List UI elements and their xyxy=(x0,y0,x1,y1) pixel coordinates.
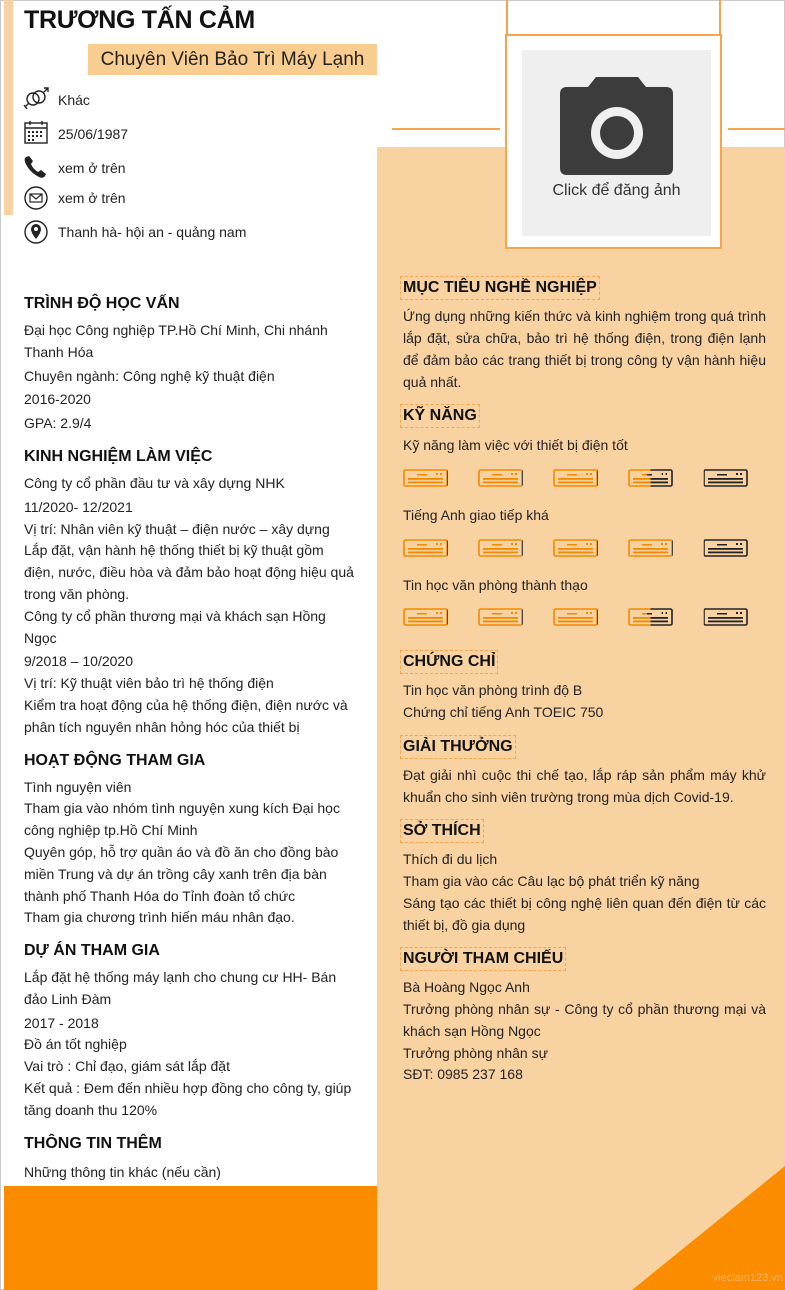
project-type[interactable]: Đồ án tốt nghiệp xyxy=(24,1036,127,1052)
extra-heading: THÔNG TIN THÊM xyxy=(24,1135,162,1152)
job-title[interactable]: Chuyên Viên Bảo Trì Máy Lạnh xyxy=(88,44,377,75)
certificate-item[interactable]: Chứng chỉ tiếng Anh TOEIC 750 xyxy=(403,704,604,720)
skill-label[interactable]: Tin học văn phòng thành thạo xyxy=(403,577,588,593)
activity-line[interactable]: Quyên góp, hỗ trợ quần áo và đồ ăn cho đồng bào miền Trung và dự án trồng cây xanh trên địa bàn thành phố Thanh Hóa do Tỉnh đoàn tổ chức xyxy=(24,844,339,904)
certificate-item[interactable]: Tin học văn phòng trình độ B xyxy=(403,682,583,698)
education-heading: TRÌNH ĐỘ HỌC VẤN xyxy=(24,295,180,312)
phone-icon xyxy=(22,154,50,180)
address-value: Thanh hà- hội an - quảng nam xyxy=(58,224,247,240)
candidate-name[interactable]: TRƯƠNG TẤN CẢM xyxy=(24,6,255,34)
air-conditioner-icon xyxy=(478,607,523,627)
skill-rating[interactable] xyxy=(403,468,773,490)
extra-text[interactable]: Những thông tin khác (nếu cần) xyxy=(24,1164,221,1180)
skills-heading: KỸ NĂNG xyxy=(400,404,480,428)
reference-org[interactable]: Trưởng phòng nhân sự - Công ty cổ phần thương mại và khách sạn Hồng Ngọc xyxy=(403,1001,766,1039)
project-name[interactable]: Lắp đặt hệ thống máy lạnh cho chung cư HH- Bán đảo Linh Đàm xyxy=(24,969,337,1007)
divider-line-right xyxy=(728,128,785,130)
phone-value: xem ở trên xyxy=(58,160,126,176)
watermark: vieclam123.vn xyxy=(712,1272,783,1284)
job-description[interactable]: Kiểm tra hoạt động của hệ thống điện, điện nước và phân tích nguyên nhân hỏng hóc của thiết bị xyxy=(24,697,348,735)
email-icon xyxy=(22,184,50,210)
education-major[interactable]: Chuyên ngành: Công nghệ kỹ thuật điện xyxy=(24,368,275,384)
air-conditioner-icon xyxy=(628,538,673,558)
job-description[interactable]: Lắp đặt, vận hành hệ thống thiết bị kỹ thuật gồm điện, nước, điều hòa và đảm bảo hoạt động hiệu quả trong văn phòng. xyxy=(24,542,354,602)
reference-title[interactable]: Trưởng phòng nhân sự xyxy=(403,1045,548,1061)
job-position[interactable]: Vị trí: Nhân viên kỹ thuật – điện nước – xây dựng xyxy=(24,521,330,537)
project-period[interactable]: 2017 - 2018 xyxy=(24,1015,99,1031)
camera-icon xyxy=(522,50,711,180)
job-company[interactable]: Công ty cổ phần đầu tư và xây dựng NHK xyxy=(24,475,285,491)
activity-line[interactable]: Tham gia vào nhóm tình nguyện xung kích Đại học công nghiệp tp.Hồ Chí Minh xyxy=(24,800,340,838)
photo-upload-caption[interactable]: Click để đăng ảnh xyxy=(552,182,681,199)
hobby-item[interactable]: Tham gia vào các Câu lạc bộ phát triển kỹ năng xyxy=(403,873,700,889)
air-conditioner-icon xyxy=(478,538,523,558)
air-conditioner-icon xyxy=(553,538,598,558)
gender-value: Khác xyxy=(58,92,90,108)
skill-rating[interactable] xyxy=(403,607,773,629)
activity-title[interactable]: Tình nguyện viên xyxy=(24,779,132,795)
birthday-value: 25/06/1987 xyxy=(58,126,129,142)
calendar-icon xyxy=(22,120,50,146)
activity-line[interactable]: Tham gia chương trình hiến máu nhân đạo. xyxy=(24,909,295,925)
education-school[interactable]: Đại học Công nghiệp TP.Hồ Chí Minh, Chi nhánh Thanh Hóa xyxy=(24,322,328,360)
reference-name[interactable]: Bà Hoàng Ngọc Anh xyxy=(403,979,530,995)
air-conditioner-icon xyxy=(403,607,448,627)
skill-label[interactable]: Kỹ năng làm việc với thiết bị điện tốt xyxy=(403,437,628,453)
objective-text[interactable]: Ứng dụng những kiến thức và kinh nghiệm trong quá trình lắp đặt, sửa chữa, bảo trì hệ thống điện, trong điện lạnh để đảm bảo các trang thiết bị trong công ty vận hành hiệu quả nhất. xyxy=(403,308,766,390)
hobby-item[interactable]: Sáng tạo các thiết bị công nghệ liên quan đến điện từ các thiết bị, đồ gia dụng xyxy=(403,895,766,933)
gender-icon xyxy=(22,86,50,112)
education-gpa[interactable]: GPA: 2.9/4 xyxy=(24,415,92,431)
objective-heading: MỤC TIÊU NGHỀ NGHIỆP xyxy=(400,276,600,300)
certificates-heading: CHỨNG CHỈ xyxy=(400,650,498,674)
reference-phone[interactable]: SĐT: 0985 237 168 xyxy=(403,1066,523,1082)
awards-heading: GIẢI THƯỞNG xyxy=(400,735,516,759)
award-text[interactable]: Đạt giải nhì cuộc thi chế tạo, lắp ráp sản phẩm máy khử khuẩn cho sinh viên trường trong mùa dịch Covid-19. xyxy=(403,767,766,805)
job-period[interactable]: 9/2018 – 10/2020 xyxy=(24,653,133,669)
job-position[interactable]: Vị trí: Kỹ thuật viên bảo trì hệ thống điện xyxy=(24,675,274,691)
air-conditioner-icon xyxy=(403,538,448,558)
left-accent-strip xyxy=(4,0,13,215)
air-conditioner-icon xyxy=(553,468,598,488)
projects-heading: DỰ ÁN THAM GIA xyxy=(24,942,160,959)
experience-heading: KINH NGHIỆM LÀM VIỆC xyxy=(24,448,213,465)
activities-heading: HOẠT ĐỘNG THAM GIA xyxy=(24,752,206,769)
air-conditioner-icon xyxy=(478,468,523,488)
hobbies-heading: SỞ THÍCH xyxy=(400,819,484,843)
education-years[interactable]: 2016-2020 xyxy=(24,391,91,407)
air-conditioner-icon xyxy=(553,607,598,627)
divider-line-left xyxy=(392,128,500,130)
job-period[interactable]: 11/2020- 12/2021 xyxy=(24,499,133,515)
reference-heading: NGƯỜI THAM CHIẾU xyxy=(400,947,566,971)
photo-placeholder[interactable] xyxy=(522,50,711,236)
project-role[interactable]: Vai trò : Chỉ đạo, giám sát lắp đặt xyxy=(24,1058,230,1074)
air-conditioner-icon xyxy=(628,468,673,488)
email-value: xem ở trên xyxy=(58,190,126,206)
air-conditioner-icon xyxy=(703,468,748,488)
air-conditioner-icon xyxy=(403,468,448,488)
air-conditioner-icon xyxy=(628,607,673,627)
hobby-item[interactable]: Thích đi du lịch xyxy=(403,851,498,867)
bottom-orange-block xyxy=(4,1186,377,1290)
job-company[interactable]: Công ty cổ phần thương mại và khách sạn Hồng Ngọc xyxy=(24,608,326,646)
air-conditioner-icon xyxy=(703,607,748,627)
skill-rating[interactable] xyxy=(403,538,773,560)
project-result[interactable]: Kết quả : Đem đến nhiều hợp đồng cho công ty, giúp tăng doanh thu 120% xyxy=(24,1080,352,1118)
air-conditioner-icon xyxy=(703,538,748,558)
location-pin-icon xyxy=(22,218,50,244)
skill-label[interactable]: Tiếng Anh giao tiếp khá xyxy=(403,507,549,523)
